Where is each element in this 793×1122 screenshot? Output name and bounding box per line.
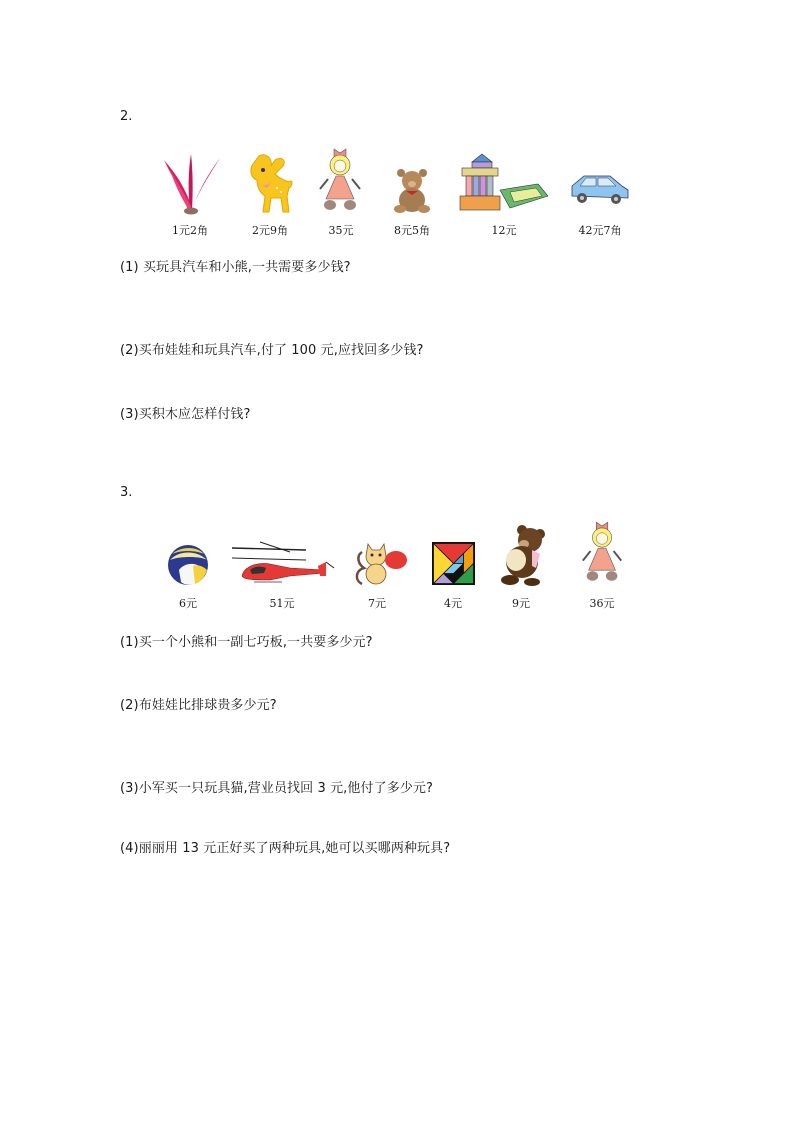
section-3-number: 3. — [120, 485, 133, 500]
teddy-bear-icon — [394, 169, 430, 213]
section-2-question-1: (1) 买玩具汽车和小熊,一共需要多少钱? — [120, 260, 351, 275]
price-tangram: 4元 — [444, 597, 462, 610]
building-blocks-icon — [460, 154, 548, 210]
section-2-question-3: (3)买积木应怎样付钱? — [120, 407, 251, 422]
price-building-blocks: 12元 — [491, 224, 517, 237]
section-3-question-3: (3)小军买一只玩具猫,营业员找回 3 元,他付了多少元? — [120, 781, 434, 796]
doll-image-2 — [579, 518, 627, 584]
price-doll-2: 36元 — [589, 597, 615, 610]
price-bear: 9元 — [512, 597, 530, 610]
price-deer: 2元9角 — [252, 224, 288, 237]
price-teddy-bear: 8元5角 — [394, 224, 430, 237]
section-2-question-2: (2)买布娃娃和玩具汽车,付了 100 元,应找回多少钱? — [120, 343, 424, 358]
shuttlecock-image — [162, 152, 222, 216]
teddy-bear-image — [392, 168, 432, 214]
price-toy-car: 42元7角 — [578, 224, 622, 237]
section-3-question-1: (1)买一个小熊和一副七巧板,一共要多少元? — [120, 635, 373, 650]
toy-car-icon — [572, 176, 628, 204]
helicopter-image — [230, 540, 336, 586]
helicopter-icon — [232, 542, 334, 582]
volleyball-icon — [168, 545, 208, 585]
price-helicopter: 51元 — [269, 597, 295, 610]
price-volleyball: 6元 — [179, 597, 197, 610]
section-2-number: 2. — [120, 109, 133, 124]
bear-image — [500, 524, 546, 586]
price-toy-cat: 7元 — [368, 597, 386, 610]
bear-icon — [501, 525, 545, 586]
section-3-question-2: (2)布娃娃比排球贵多少元? — [120, 698, 277, 713]
tangram-image — [432, 542, 475, 585]
doll-icon — [583, 522, 621, 581]
volleyball-image — [167, 544, 209, 586]
toy-cat-image — [354, 540, 410, 586]
price-shuttlecock: 1元2角 — [172, 224, 208, 237]
tangram-icon — [432, 542, 475, 585]
doll-image — [316, 145, 366, 213]
price-doll: 35元 — [328, 224, 354, 237]
section-3-question-4: (4)丽丽用 13 元正好买了两种玩具,她可以买哪两种玩具? — [120, 841, 451, 856]
deer-image — [245, 152, 295, 216]
toy-cat-icon — [357, 544, 407, 584]
toy-car-image — [570, 172, 630, 208]
shuttlecock-icon — [164, 154, 220, 215]
doll-icon — [320, 149, 360, 210]
building-blocks-image — [458, 152, 550, 214]
deer-icon — [251, 155, 292, 212]
